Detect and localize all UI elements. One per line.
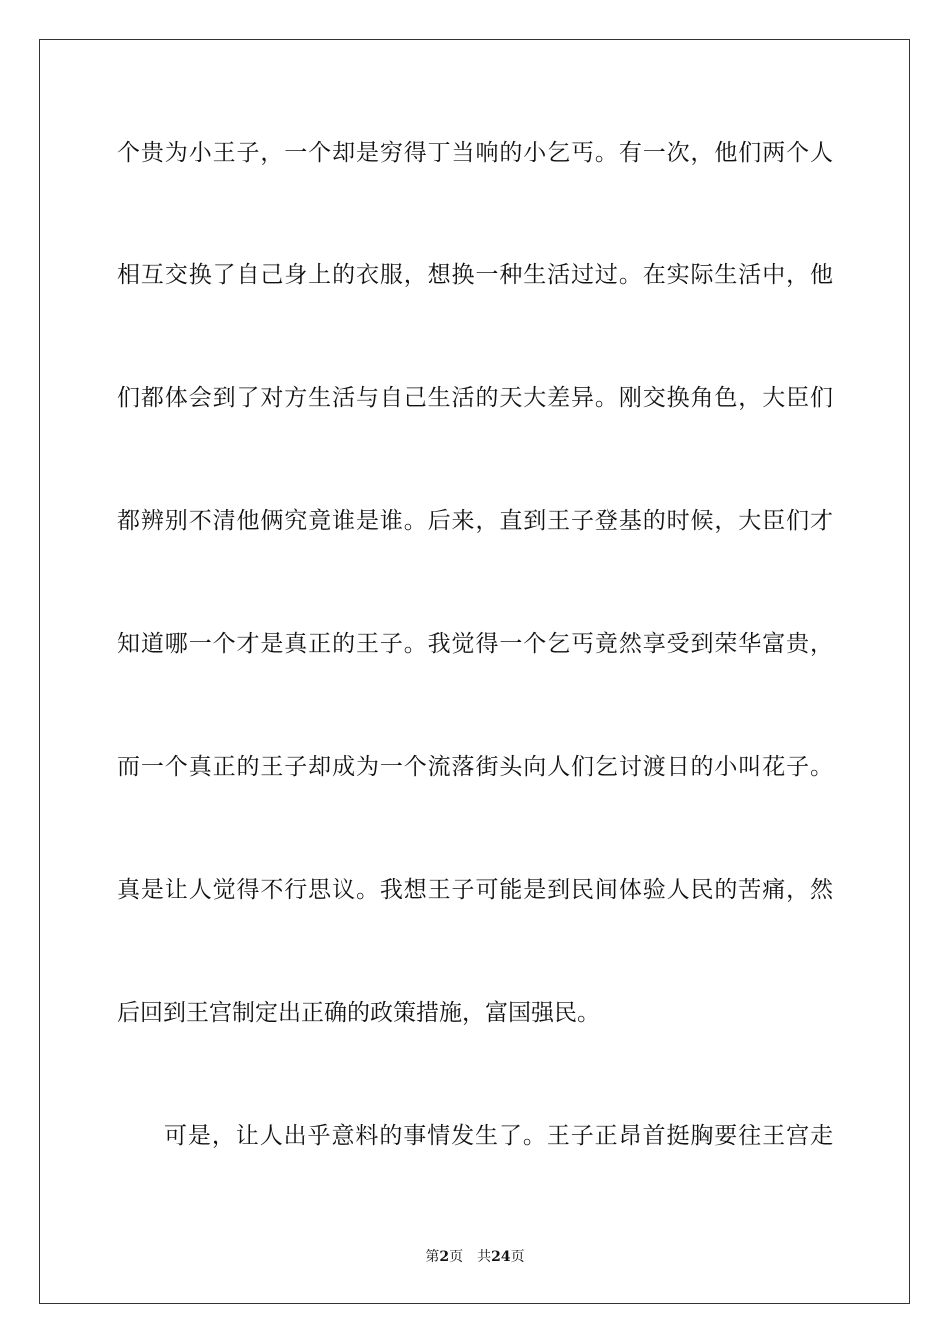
footer-total-suffix: 页 <box>510 1249 525 1265</box>
footer-page-number: 2 <box>439 1249 450 1265</box>
paragraph-line-8: 后回到王宫制定出正确的政策措施，富国强民。 <box>117 1000 600 1026</box>
paragraph-line-6: 而一个真正的王子却成为一个流落街头向人们乞讨渡日的小叫花子。 <box>117 754 833 780</box>
paragraph-line-9: 可是，让人出乎意料的事情发生了。王子正昂首挺胸要往王宫走 <box>164 1123 833 1149</box>
footer-page-prefix: 第 <box>425 1249 440 1265</box>
page-border <box>39 39 910 1304</box>
paragraph-line-4: 都辨别不清他俩究竟谁是谁。后来，直到王子登基的时候，大臣们才 <box>117 508 833 534</box>
paragraph-line-3: 们都体会到了对方生活与自己生活的天大差异。刚交换角色，大臣们 <box>117 385 833 411</box>
paragraph-line-7: 真是让人觉得不行思议。我想王子可能是到民间体验人民的苦痛，然 <box>117 877 833 903</box>
paragraph-line-2: 相互交换了自己身上的衣服，想换一种生活过过。在实际生活中，他 <box>117 262 833 288</box>
footer-page-suffix: 页 <box>449 1249 464 1265</box>
paragraph-line-1: 个贵为小王子，一个却是穷得丁当响的小乞丐。有一次，他们两个人 <box>117 140 833 166</box>
paragraph-line-5: 知道哪一个才是真正的王子。我觉得一个乞丐竟然享受到荣华富贵， <box>117 631 833 657</box>
page-footer <box>0 1248 950 1266</box>
footer-total-number: 24 <box>491 1249 511 1265</box>
footer-total-prefix: 共 <box>477 1249 492 1265</box>
